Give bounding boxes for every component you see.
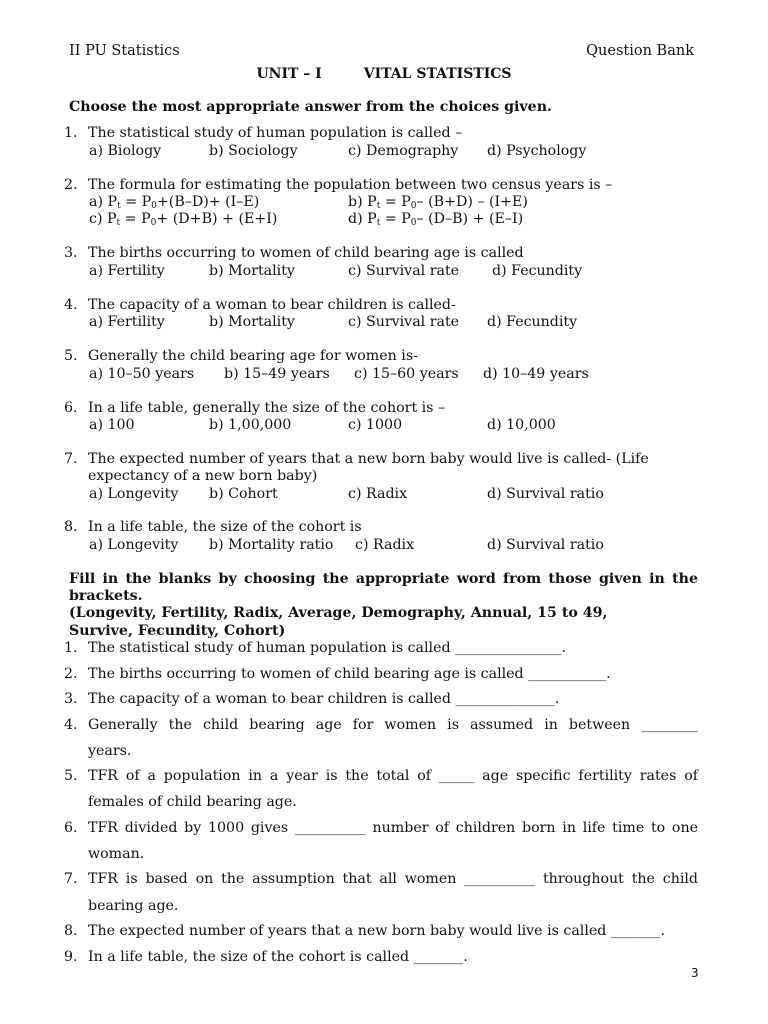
item-text: TFR divided by 1000 gives __________ number of children born in life time to one xyxy=(88,820,698,836)
question-number: 3. xyxy=(64,245,78,261)
unit-title xyxy=(0,66,768,82)
question-number: 4. xyxy=(64,297,78,313)
item-text: The expected number of years that a new born baby would live is called _______. xyxy=(88,923,666,939)
option-d: d) 10,000 xyxy=(487,417,556,433)
question-number: 8. xyxy=(64,519,78,535)
option-c: c) 15–60 years xyxy=(354,366,459,382)
question-text: The births occurring to women of child bearing age is called xyxy=(88,245,524,261)
option-c: c) Demography xyxy=(348,143,459,159)
question-text: The expected number of years that a new born baby would live is called- (Life xyxy=(88,451,649,467)
item-number: 7. xyxy=(64,871,78,887)
question-text: In a life table, the size of the cohort is xyxy=(88,519,362,535)
option-a: a) Biology xyxy=(89,143,162,159)
item-text: The capacity of a woman to bear children is called ______________. xyxy=(88,691,560,707)
option-b: b) Mortality xyxy=(209,314,295,330)
option-d: d) Survival ratio xyxy=(487,537,604,553)
question-number: 5. xyxy=(64,348,78,364)
fill-instruction: Fill in the blanks by choosing the appropriate word from those given in the xyxy=(69,571,698,587)
unit-label: UNIT – I xyxy=(256,66,322,82)
option-b: b) Cohort xyxy=(209,486,278,502)
option-b: b) Sociology xyxy=(209,143,298,159)
question-text: The formula for estimating the population between two census years is – xyxy=(88,177,613,193)
item-text-continued: woman. xyxy=(88,846,145,862)
option-a: a) $P_t = P_0+(B-D)+ (I-E)$ xyxy=(89,194,260,211)
item-text-continued: females of child bearing age. xyxy=(88,794,297,810)
option-c: c) 1000 xyxy=(348,417,403,433)
question-text-continued: expectancy of a new born baby) xyxy=(88,468,318,484)
item-text: In a life table, the size of the cohort is called _______. xyxy=(88,949,468,965)
item-text-continued: bearing age. xyxy=(88,898,179,914)
option-b: b) 1,00,000 xyxy=(209,417,292,433)
item-text: The statistical study of human population is called _______________. xyxy=(88,640,566,656)
fill-instruction-continued: brackets. xyxy=(69,588,143,604)
question-text: In a life table, generally the size of the cohort is – xyxy=(88,400,446,416)
question-text: The capacity of a woman to bear children is called- xyxy=(88,297,456,313)
question-number: 1. xyxy=(64,125,78,141)
item-text-continued: years. xyxy=(88,743,132,759)
mcq-instruction: Choose the most appropriate answer from the choices given. xyxy=(69,99,552,115)
question-text: The statistical study of human population is called – xyxy=(88,125,463,141)
item-number: 5. xyxy=(64,768,78,784)
option-a: a) Fertility xyxy=(89,314,165,330)
item-number: 8. xyxy=(64,923,78,939)
option-d: d) 10–49 years xyxy=(483,366,589,382)
question-number: 6. xyxy=(64,400,78,416)
option-a: a) 100 xyxy=(89,417,135,433)
option-c: c) Radix xyxy=(355,537,415,553)
option-a: a) Longevity xyxy=(89,486,179,502)
question-text: Generally the child bearing age for women is- xyxy=(88,348,418,364)
item-text: Generally the child bearing age for women is assumed in between ________ xyxy=(88,717,698,733)
option-a: a) Longevity xyxy=(89,537,179,553)
item-text: TFR of a population in a year is the total of _____ age specific fertility rates of xyxy=(88,768,698,784)
item-number: 9. xyxy=(64,949,78,965)
item-text: The births occurring to women of child bearing age is called ___________. xyxy=(88,666,611,682)
header-doc-type: Question Bank xyxy=(586,43,694,59)
option-b: b) $P_t = P_0-$ (B+D) – (I+E) xyxy=(348,194,528,211)
header-subject: II PU Statistics xyxy=(69,43,180,59)
option-d: d) Fecundity xyxy=(487,314,578,330)
option-d: d) $P_t = P_0-$ (D–B) + (E–I) xyxy=(348,211,524,228)
item-number: 3. xyxy=(64,691,78,707)
item-number: 2. xyxy=(64,666,78,682)
page-number: 3 xyxy=(691,966,699,980)
option-d: d) Survival ratio xyxy=(487,486,604,502)
option-b: b) 15–49 years xyxy=(224,366,330,382)
item-text: TFR is based on the assumption that all women __________ throughout the child xyxy=(88,871,698,887)
item-number: 4. xyxy=(64,717,78,733)
question-number: 7. xyxy=(64,451,78,467)
option-c: c) $P_t = P_0+ (D+B) + (E+I)$ xyxy=(89,211,278,228)
question-number: 2. xyxy=(64,177,78,193)
option-c: c) Survival rate xyxy=(348,263,460,279)
item-number: 6. xyxy=(64,820,78,836)
option-d: d) Psychology xyxy=(487,143,587,159)
word-bank-continued: Survive, Fecundity, Cohort) xyxy=(69,623,286,639)
word-bank: (Longevity, Fertility, Radix, Average, Demography, Annual, 15 to 49, xyxy=(69,605,608,621)
option-c: c) Radix xyxy=(348,486,408,502)
option-a: a) Fertility xyxy=(89,263,165,279)
option-b: b) Mortality ratio xyxy=(209,537,334,553)
option-a: a) 10–50 years xyxy=(89,366,195,382)
option-b: b) Mortality xyxy=(209,263,295,279)
option-c: c) Survival rate xyxy=(348,314,460,330)
unit-name: VITAL STATISTICS xyxy=(363,66,512,82)
option-d: d) Fecundity xyxy=(492,263,583,279)
item-number: 1. xyxy=(64,640,78,656)
